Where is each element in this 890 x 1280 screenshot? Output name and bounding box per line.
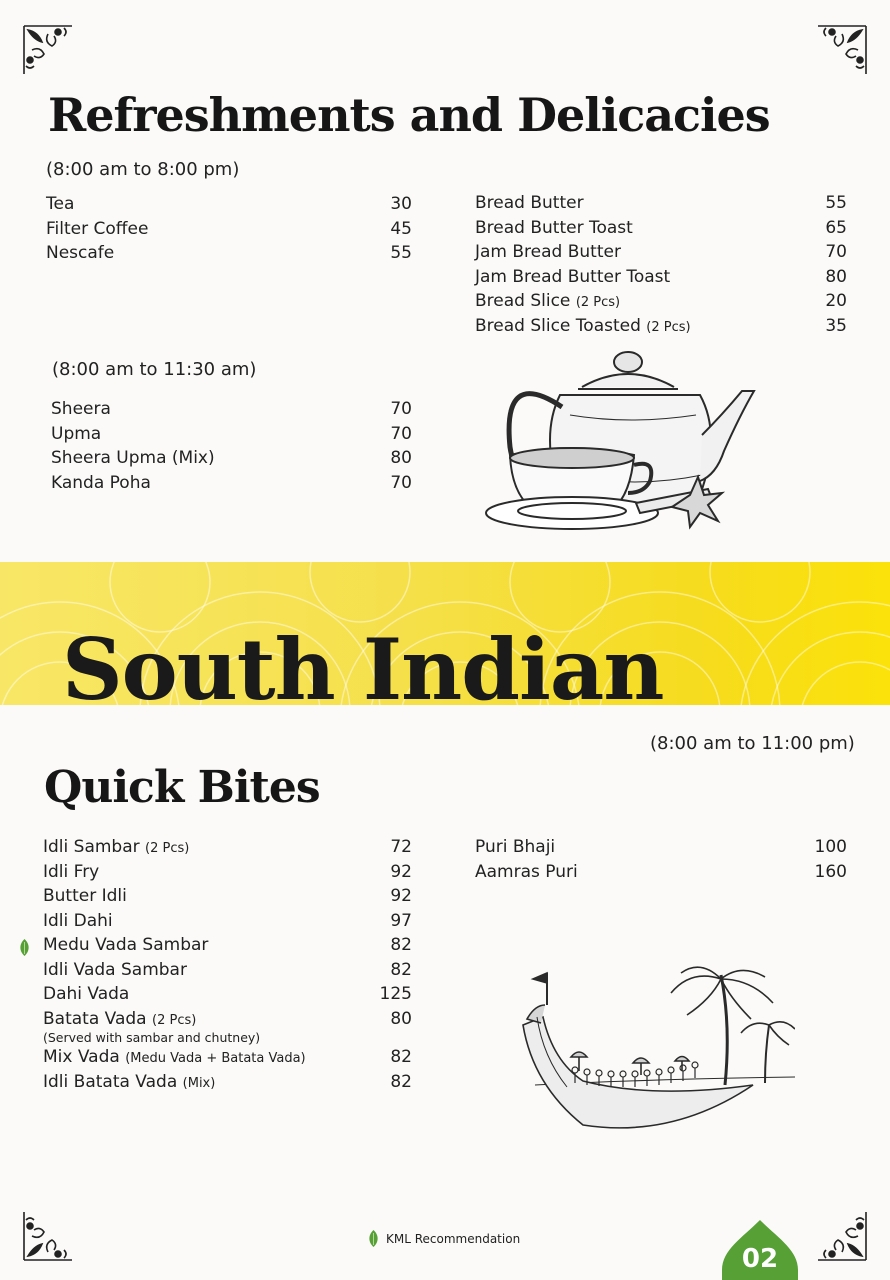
item-name: Dahi Vada bbox=[43, 984, 130, 1004]
menu-item bbox=[475, 862, 847, 887]
menu-item-recommended bbox=[43, 935, 412, 960]
item-name: Jam Bread Butter Toast bbox=[475, 266, 671, 287]
timing-all-day: (8:00 am to 8:00 pm) bbox=[46, 159, 240, 180]
item-price: 70 bbox=[825, 242, 847, 262]
menu-item bbox=[475, 242, 847, 267]
item-name: Batata Vada bbox=[43, 1008, 147, 1029]
item-note: (Mix) bbox=[182, 1075, 216, 1091]
menu-item bbox=[475, 291, 847, 316]
item-price: 97 bbox=[390, 910, 412, 931]
menu-item bbox=[51, 424, 412, 449]
menu-item bbox=[43, 837, 412, 862]
item-name: Idli Vada Sambar bbox=[43, 959, 187, 980]
corner-ornament-icon bbox=[18, 1206, 78, 1266]
item-price: 35 bbox=[825, 315, 847, 336]
item-price: 45 bbox=[390, 218, 412, 239]
item-price: 55 bbox=[825, 193, 847, 213]
item-note: (2 Pcs) bbox=[145, 841, 190, 856]
item-name: Jam Bread Butter bbox=[475, 242, 621, 262]
item-name: Butter Idli bbox=[43, 886, 127, 906]
recommendation-label: KML Recommendation bbox=[386, 1231, 521, 1246]
recommendation-legend bbox=[368, 1230, 520, 1247]
item-price: 82 bbox=[390, 1071, 412, 1092]
corner-ornament-icon bbox=[812, 20, 872, 80]
menu-item bbox=[43, 1047, 412, 1072]
menu-item bbox=[43, 960, 412, 985]
item-name: Kanda Poha bbox=[51, 472, 151, 493]
menu-list-bread bbox=[475, 193, 847, 340]
item-name: Idli Dahi bbox=[43, 910, 113, 931]
menu-item bbox=[475, 193, 847, 218]
item-name: Filter Coffee bbox=[46, 218, 149, 239]
item-name: Idli Fry bbox=[43, 861, 100, 882]
menu-item bbox=[43, 911, 412, 936]
item-price: 82 bbox=[390, 935, 412, 955]
section-title-south-indian: South Indian bbox=[62, 620, 664, 719]
item-name: Sheera bbox=[51, 399, 111, 419]
item-note: (Medu Vada + Batata Vada) bbox=[125, 1051, 306, 1066]
menu-item bbox=[46, 243, 412, 268]
item-name: Idli Batata Vada bbox=[43, 1071, 178, 1092]
item-price: 82 bbox=[390, 959, 412, 980]
page-number-badge bbox=[722, 1220, 798, 1280]
menu-item bbox=[51, 473, 412, 498]
teapot-illustration bbox=[480, 345, 770, 545]
timing-breakfast: (8:00 am to 11:30 am) bbox=[52, 359, 257, 380]
timing-quick-bites: (8:00 am to 11:00 pm) bbox=[650, 733, 855, 754]
item-price: 80 bbox=[390, 1008, 412, 1029]
item-name: Bread Slice bbox=[475, 291, 571, 311]
menu-list-puri bbox=[475, 837, 847, 886]
menu-list-breakfast bbox=[51, 399, 412, 497]
item-note: (2 Pcs) bbox=[646, 319, 691, 335]
item-price: 65 bbox=[825, 217, 847, 238]
item-name: Bread Butter bbox=[475, 193, 584, 213]
menu-item bbox=[475, 837, 847, 862]
menu-item bbox=[51, 399, 412, 424]
page-number: 02 bbox=[741, 1244, 779, 1274]
item-sub-note: (Served with sambar and chutney) bbox=[43, 1030, 261, 1045]
item-price: 80 bbox=[825, 266, 847, 287]
item-price: 160 bbox=[814, 861, 847, 882]
item-note: (2 Pcs) bbox=[575, 295, 621, 310]
item-name: Upma bbox=[51, 423, 102, 444]
section-title-refreshments: Refreshments and Delicacies bbox=[48, 88, 770, 142]
corner-ornament-icon bbox=[812, 1206, 872, 1266]
menu-list-beverages bbox=[46, 194, 412, 268]
item-price: 70 bbox=[390, 472, 412, 493]
menu-item bbox=[475, 218, 847, 243]
menu-item bbox=[43, 862, 412, 887]
corner-ornament-icon bbox=[18, 20, 78, 80]
item-price: 92 bbox=[390, 861, 412, 882]
menu-item bbox=[475, 316, 847, 341]
item-name: Nescafe bbox=[46, 243, 115, 263]
item-name: Idli Sambar bbox=[43, 837, 140, 857]
item-price: 80 bbox=[390, 448, 412, 468]
item-name: Tea bbox=[46, 194, 75, 214]
item-price: 72 bbox=[390, 837, 412, 857]
menu-item bbox=[43, 1072, 412, 1097]
item-name: Bread Butter Toast bbox=[475, 217, 633, 238]
menu-item bbox=[475, 267, 847, 292]
menu-item bbox=[46, 194, 412, 219]
item-name: Sheera Upma (Mix) bbox=[51, 448, 215, 468]
menu-item bbox=[43, 886, 412, 911]
item-price: 70 bbox=[390, 423, 412, 444]
item-price: 100 bbox=[814, 837, 847, 857]
item-name: Aamras Puri bbox=[475, 861, 578, 882]
snake-boat-illustration bbox=[515, 965, 795, 1145]
item-name: Mix Vada bbox=[43, 1047, 120, 1067]
menu-item bbox=[51, 448, 412, 473]
item-note: (2 Pcs) bbox=[152, 1012, 197, 1028]
leaf-icon bbox=[19, 939, 30, 956]
item-price: 92 bbox=[390, 886, 412, 906]
section-title-quick-bites: Quick Bites bbox=[44, 762, 320, 813]
item-price: 125 bbox=[379, 984, 412, 1004]
leaf-icon bbox=[368, 1230, 379, 1247]
item-price: 20 bbox=[825, 291, 847, 311]
item-name: Bread Slice Toasted bbox=[475, 315, 641, 336]
menu-list-quick-bites bbox=[43, 837, 412, 1096]
menu-item bbox=[43, 984, 412, 1009]
item-price: 82 bbox=[390, 1047, 412, 1067]
item-name: Medu Vada Sambar bbox=[43, 935, 209, 955]
item-price: 55 bbox=[390, 243, 412, 263]
item-price: 30 bbox=[390, 194, 412, 214]
menu-item bbox=[46, 219, 412, 244]
item-name: Puri Bhaji bbox=[475, 837, 556, 857]
item-price: 70 bbox=[390, 399, 412, 419]
